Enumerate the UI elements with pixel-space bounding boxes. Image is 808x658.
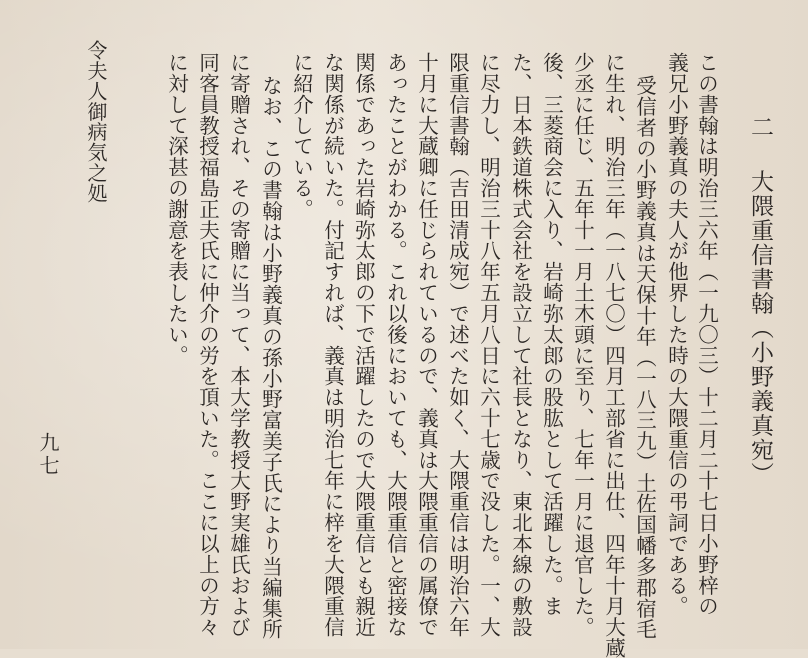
- body-line-11: あったことがわかる。これ以後においても、大隈重信と密接な: [383, 52, 408, 638]
- body-line-10: 十月に大蔵卿に任じられているので、義真は大隈重信の属僚で: [414, 52, 439, 638]
- body-line-8: に尽力し、明治三十八年五月八日に六十七歳で没した。一、大: [476, 52, 501, 638]
- page-number: 九七: [36, 432, 60, 478]
- body-line-12: 関係であった岩崎弥太郎の下で活躍したので大隈重信とも親近: [351, 52, 376, 638]
- body-line-1: この書翰は明治三六年（一九〇三）十二月二十七日小野梓の: [694, 52, 719, 617]
- body-line-6: 後、三菱商会に入り、岩崎弥太郎の股肱として活躍した。ま: [539, 52, 564, 617]
- section-heading: [748, 115, 771, 486]
- body-line-17: 同客員教授福島正夫氏に仲介の労を頂いた。ここに以上の方々: [195, 52, 220, 638]
- body-line-4: に生れ、明治三年（一八七〇）四月工部省に出仕、四年十月大蔵: [601, 52, 626, 658]
- body-line-16: に寄贈され、その寄贈に当って、本大学教授大野実雄氏および: [226, 52, 251, 638]
- section-number: 二: [747, 115, 773, 140]
- body-line-5: 少丞に任じ、五年十一月土木頭に至り、七年一月に退官した。: [570, 52, 595, 638]
- next-section-heading: 令夫人御病気之処: [84, 40, 108, 204]
- body-line-9: 限重信書翰（吉田清成宛）で述べた如く、大隈重信は明治六年: [445, 52, 470, 638]
- body-line-7: た、日本鉄道株式会社を設立して社長となり、東北本線の敷設: [508, 52, 533, 638]
- body-line-15: なお、この書翰は小野義真の孫小野富美子氏により当編集所: [258, 75, 283, 640]
- body-line-3: 受信者の小野義真は天保十年（一八三九）土佐国幡多郡宿毛: [632, 75, 657, 640]
- body-line-13: な関係が続いた。付記すれば、義真は明治七年に梓を大隈重信: [320, 52, 345, 638]
- section-title: 大隈重信書翰（小野義真宛）: [747, 169, 773, 487]
- body-line-18: に対して深甚の謝意を表したい。: [164, 52, 189, 366]
- body-line-14: に紹介している。: [289, 52, 314, 220]
- body-line-2: 義兄小野義真の夫人が他界した時の大隈重信の弔詞である。: [664, 52, 689, 617]
